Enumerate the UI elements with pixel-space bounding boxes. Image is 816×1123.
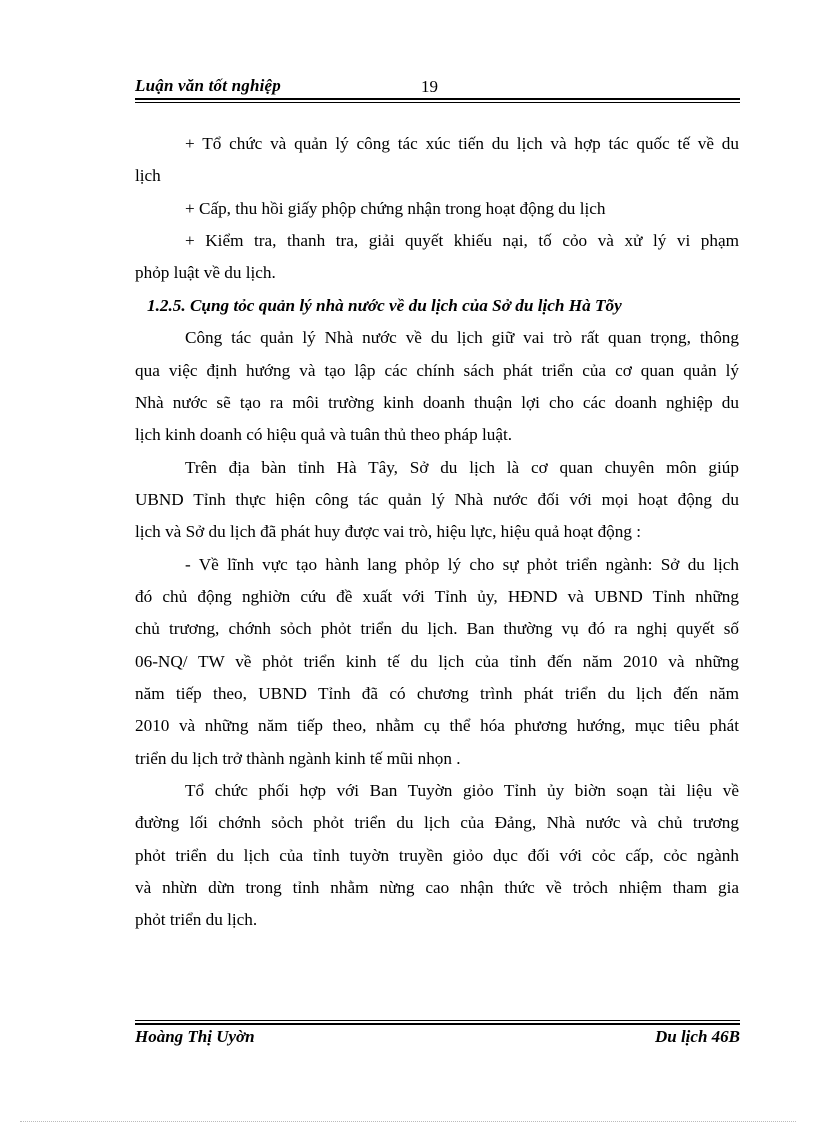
body-line: lịch kinh doanh có hiệu quả và tuân thủ theo pháp luật. (135, 425, 513, 444)
body-line: + Cấp, thu hồi giấy phộp chứng nhận trong hoạt động du lịch (185, 199, 606, 218)
body-line: 06-NQ/ TW về phỏt triển kinh tế du lịch của tỉnh đến năm 2010 và những (135, 652, 739, 671)
body-line: năm tiếp theo, UBND Tỉnh đã có chương trình phát triển du lịch đến năm (135, 684, 739, 703)
body-line: qua việc định hướng và tạo lập các chính sách phát triển của cơ quan quản lý (135, 361, 739, 380)
page-bottom-dotted-line (20, 1121, 796, 1122)
body-line: Trên địa bàn tỉnh Hà Tây, Sở du lịch là cơ quan chuyên môn giúp (185, 458, 739, 477)
body-line: 2010 và những năm tiếp theo, nhằm cụ thể hóa phương hướng, mục tiêu phát (135, 716, 739, 735)
body-line: lịch và Sở du lịch đã phát huy được vai trò, hiệu lực, hiệu quả hoạt động : (135, 522, 642, 541)
body-line: đường lối chớnh sỏch phỏt triển du lịch của Đảng, Nhà nước và chủ trương (135, 813, 739, 832)
page-header (135, 76, 740, 98)
footer-author: Hoàng Thị Uyờn (135, 1027, 255, 1046)
header-rule-thick (135, 98, 740, 100)
header-rule-thin (135, 102, 740, 103)
body-line: triển du lịch trở thành ngành kinh tế mũi nhọn . (135, 749, 461, 768)
body-line: chủ trương, chớnh sỏch phỏt triển du lịch. Ban thường vụ đó ra nghị quyết số (135, 619, 739, 638)
header-title: Luận văn tốt nghiệp (135, 76, 281, 95)
body-line: phỏp luật về du lịch. (135, 263, 276, 282)
body-line: Tổ chức phối hợp với Ban Tuyờn giỏo Tỉnh ủy biờn soạn tài liệu về (185, 781, 739, 800)
footer-class: Du lịch 46B (654, 1027, 740, 1046)
body-line: Công tác quản lý Nhà nước về du lịch giữ vai trò rất quan trọng, thông (185, 328, 739, 347)
body-line: và nhừn dừn trong tỉnh nhằm nừng cao nhận thức về trỏch nhiệm tham gia (135, 878, 739, 897)
body-line: + Kiểm tra, thanh tra, giải quyết khiếu nại, tố cỏo và xử lý vi phạm (185, 231, 739, 250)
body-line: phỏt triển du lịch. (135, 910, 258, 929)
body-line: lịch (135, 166, 161, 185)
body-line: phỏt triển du lịch của tỉnh tuyờn truyền giỏo dục đối với cỏc cấp, cỏc ngành (135, 846, 739, 865)
page-footer (135, 1027, 740, 1049)
footer-rule-thick (135, 1023, 740, 1025)
body-line: đó chủ động nghiờn cứu đề xuất với Tỉnh ủy, HĐND và UBND Tỉnh những (135, 587, 739, 606)
footer-rule-thin (135, 1020, 740, 1021)
body-line: + Tổ chức và quản lý công tác xúc tiến du lịch và hợp tác quốc tế về du (185, 134, 739, 153)
section-heading: 1.2.5. Cụng tỏc quản lý nhà nước về du lịch của Sở du lịch Hà Tõy (147, 296, 622, 315)
page-number: 19 (421, 77, 438, 96)
body-line: - Về lĩnh vực tạo hành lang phỏp lý cho sự phỏt triển ngành: Sở du lịch (185, 555, 739, 574)
body-line: Nhà nước sẽ tạo ra môi trường kinh doanh thuận lợi cho các doanh nghiệp du (135, 393, 739, 412)
body-line: UBND Tỉnh thực hiện công tác quản lý Nhà nước đối với mọi hoạt động du (135, 490, 739, 509)
